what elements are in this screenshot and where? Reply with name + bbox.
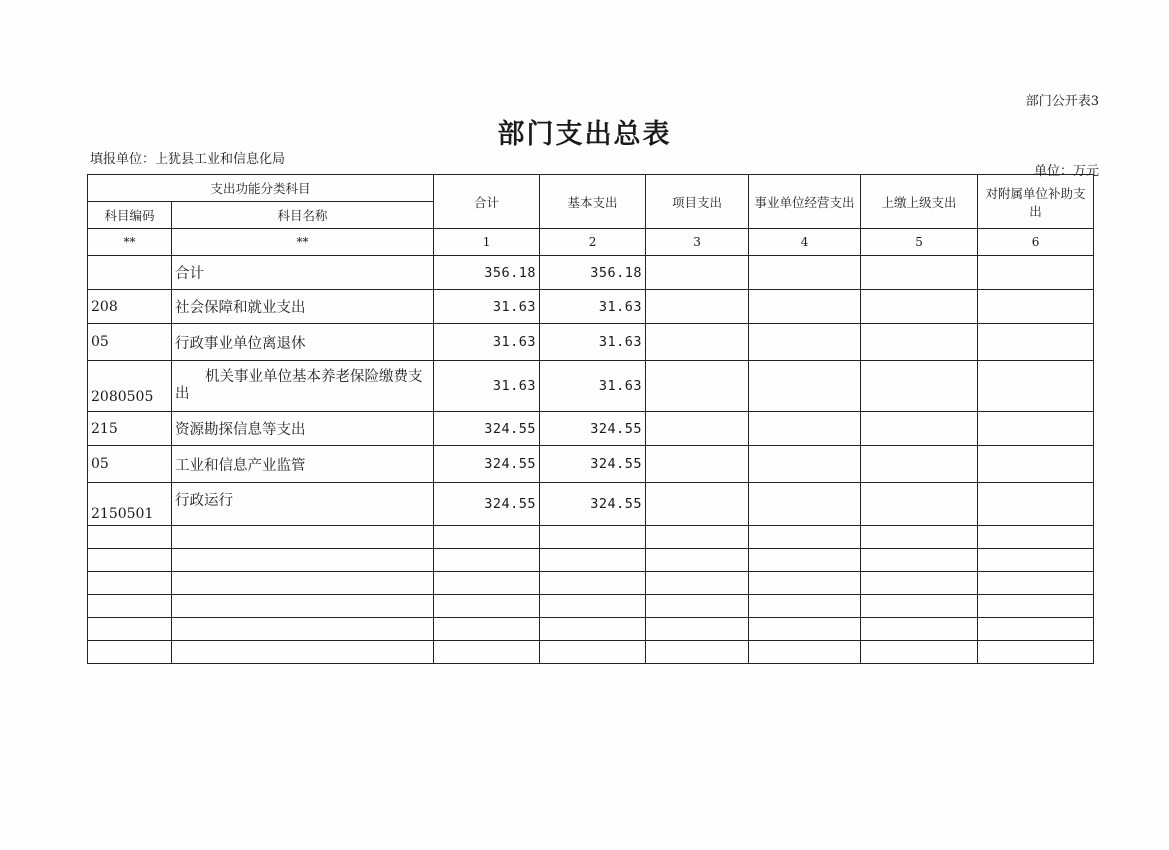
row-name: 社会保障和就业支出 (172, 290, 434, 324)
row-upper (861, 256, 978, 290)
page-title: 部门支出总表 (497, 119, 672, 150)
row-subsidy (978, 256, 1094, 290)
mark-code: ** (88, 229, 172, 256)
header-name: 科目名称 (172, 202, 434, 229)
row-upper (861, 446, 978, 483)
row-name: 资源勘探信息等支出 (172, 412, 434, 446)
row-project (646, 361, 749, 412)
row-project (646, 483, 749, 526)
table-row (88, 324, 1094, 361)
row-upper (861, 483, 978, 526)
row-name: 工业和信息产业监管 (172, 446, 434, 483)
row-name: 合计 (172, 256, 434, 290)
row-code: 208 (88, 290, 172, 324)
row-basic: 31.63 (540, 324, 646, 361)
blank-row (88, 595, 1094, 618)
table-row (88, 446, 1094, 483)
row-upper (861, 361, 978, 412)
row-basic: 31.63 (540, 361, 646, 412)
header-business: 事业单位经营支出 (749, 175, 861, 229)
table-row (88, 412, 1094, 446)
row-name: 行政事业单位离退休 (172, 324, 434, 361)
mark-1: 1 (434, 229, 540, 256)
row-project (646, 324, 749, 361)
row-basic: 324.55 (540, 446, 646, 483)
row-total: 31.63 (434, 361, 540, 412)
row-business (749, 256, 861, 290)
table-row (88, 361, 1094, 412)
row-total: 31.63 (434, 290, 540, 324)
row-code: 05 (88, 446, 172, 483)
row-upper (861, 290, 978, 324)
row-project (646, 412, 749, 446)
row-business (749, 412, 861, 446)
row-code: 2080505 (88, 361, 172, 412)
row-business (749, 290, 861, 324)
header-code: 科目编码 (88, 202, 172, 229)
row-basic: 356.18 (540, 256, 646, 290)
row-project (646, 290, 749, 324)
row-subsidy (978, 446, 1094, 483)
row-name: 行政运行 (172, 483, 434, 526)
blank-row (88, 641, 1094, 664)
row-subsidy (978, 412, 1094, 446)
row-basic: 324.55 (540, 412, 646, 446)
row-basic: 31.63 (540, 290, 646, 324)
blank-row (88, 618, 1094, 641)
expenditure-table (87, 174, 1094, 664)
header-subsidy: 对附属单位补助支出 (978, 175, 1094, 229)
row-upper (861, 412, 978, 446)
row-subsidy (978, 290, 1094, 324)
table-row (88, 483, 1094, 526)
row-project (646, 446, 749, 483)
row-total: 324.55 (434, 412, 540, 446)
row-business (749, 483, 861, 526)
blank-row (88, 549, 1094, 572)
row-business (749, 324, 861, 361)
row-name: 机关事业单位基本养老保险缴费支出 (172, 361, 434, 412)
header-row-3 (88, 229, 1094, 256)
header-row-1 (88, 175, 1094, 202)
amount-unit: 单位：万元 (1033, 164, 1099, 179)
form-id: 部门公开表3 (1025, 94, 1099, 109)
row-subsidy (978, 483, 1094, 526)
header-project: 项目支出 (646, 175, 749, 229)
row-upper (861, 324, 978, 361)
blank-row (88, 526, 1094, 549)
mark-6: 6 (978, 229, 1094, 256)
header-upper: 上缴上级支出 (861, 175, 978, 229)
row-basic: 324.55 (540, 483, 646, 526)
row-project (646, 256, 749, 290)
row-total: 356.18 (434, 256, 540, 290)
header-basic: 基本支出 (540, 175, 646, 229)
mark-3: 3 (646, 229, 749, 256)
mark-2: 2 (540, 229, 646, 256)
row-total: 324.55 (434, 446, 540, 483)
row-code: 05 (88, 324, 172, 361)
fill-unit: 填报单位：上犹县工业和信息化局 (90, 152, 286, 167)
mark-name: ** (172, 229, 434, 256)
header-group: 支出功能分类科目 (88, 175, 434, 202)
row-business (749, 446, 861, 483)
row-business (749, 361, 861, 412)
row-code: 2150501 (88, 483, 172, 526)
table-row (88, 256, 1094, 290)
row-subsidy (978, 324, 1094, 361)
row-code (88, 256, 172, 290)
mark-4: 4 (749, 229, 861, 256)
row-code: 215 (88, 412, 172, 446)
row-total: 324.55 (434, 483, 540, 526)
blank-row (88, 572, 1094, 595)
row-subsidy (978, 361, 1094, 412)
header-total: 合计 (434, 175, 540, 229)
row-total: 31.63 (434, 324, 540, 361)
table-row (88, 290, 1094, 324)
mark-5: 5 (861, 229, 978, 256)
